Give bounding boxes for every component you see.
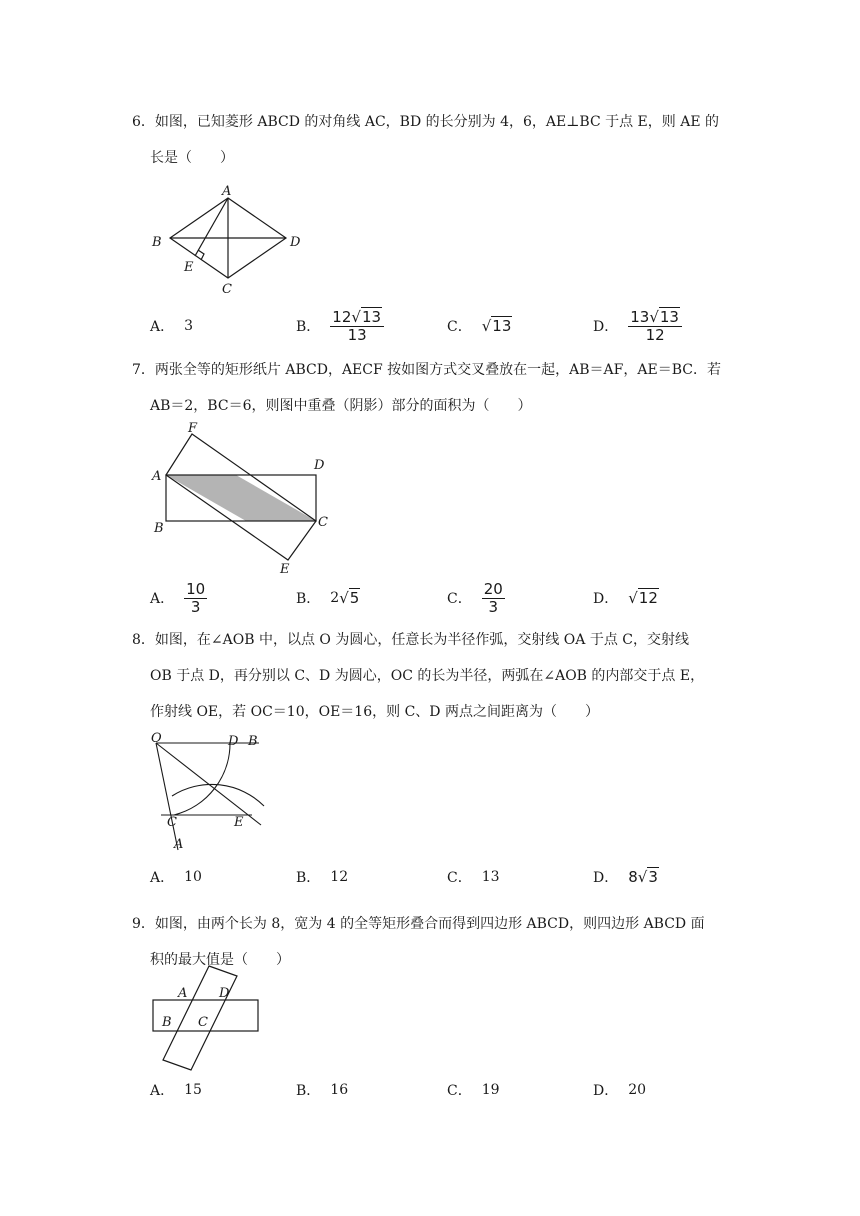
angle-label-b: B	[248, 734, 258, 749]
option-a-denominator: 3	[190, 597, 201, 616]
option-c[interactable]	[447, 1070, 500, 1110]
option-c[interactable]	[447, 306, 512, 346]
question-8-options	[150, 857, 750, 897]
question-6-options	[150, 306, 750, 346]
option-d-label: D．	[593, 870, 619, 886]
overlapping-rectangles-figure	[148, 420, 348, 580]
option-d-coefficient: 8	[628, 868, 638, 886]
option-c-radicand: 13	[492, 317, 512, 335]
option-d-radicand: 12	[638, 589, 658, 607]
option-c-label: C．	[447, 319, 472, 335]
rect-label-a: A	[152, 469, 162, 484]
option-d-label: D．	[593, 1083, 619, 1099]
question-6-line-2: 长是（ ）	[150, 150, 234, 166]
option-b-radicand: 5	[349, 589, 360, 607]
option-b-label: B．	[296, 319, 321, 335]
option-c-sqrt: √13	[481, 317, 512, 335]
rhombus-label-e: E	[184, 260, 194, 275]
angle-label-d: D	[228, 734, 239, 749]
option-d-sqrt: √12	[628, 589, 658, 607]
option-a-numerator: 10	[186, 579, 206, 598]
angle-bisector-figure	[148, 732, 278, 852]
option-d-label: D．	[593, 591, 619, 607]
quad-label-d: D	[219, 986, 230, 1001]
option-a[interactable]	[150, 1070, 202, 1110]
option-b-num-coef: 12	[332, 307, 352, 326]
option-b-value: 16	[330, 1082, 349, 1098]
question-6	[132, 104, 732, 176]
question-7	[132, 352, 732, 424]
option-c-denominator: 3	[488, 597, 499, 616]
question-7-line-2: AB＝2，BC＝6，则图中重叠（阴影）部分的面积为（ ）	[150, 398, 532, 414]
question-8	[132, 622, 732, 730]
question-9-line-2: 积的最大值是（ ）	[150, 952, 290, 968]
rhombus-label-d: D	[290, 235, 301, 250]
option-b[interactable]	[296, 306, 384, 346]
option-a-fraction	[184, 581, 207, 616]
option-a-label: A．	[150, 319, 175, 335]
option-b-fraction: $\frac{12√13}{13}$	[330, 309, 384, 344]
rect-label-f: F	[188, 421, 198, 436]
option-c[interactable]	[447, 578, 505, 618]
rect-label-b: B	[154, 521, 164, 536]
quad-label-c: C	[198, 1015, 208, 1030]
option-a[interactable]	[150, 306, 193, 346]
option-d[interactable]	[593, 1070, 646, 1110]
option-b-label: B．	[296, 591, 321, 607]
option-a[interactable]	[150, 578, 207, 618]
option-b-sqrt: √5	[339, 589, 360, 607]
option-d[interactable]	[593, 578, 659, 618]
quad-label-a: A	[178, 986, 188, 1001]
angle-label-e: E	[234, 815, 244, 830]
rect-label-c: C	[318, 515, 328, 530]
option-d-value: 20	[628, 1082, 647, 1098]
angle-label-c: C	[167, 815, 177, 830]
option-a-label: A．	[150, 1083, 175, 1099]
option-d[interactable]	[593, 306, 682, 346]
rhombus-label-b: B	[152, 235, 162, 250]
option-a[interactable]	[150, 857, 202, 897]
quad-label-b: B	[162, 1015, 172, 1030]
option-d-radicand: 3	[648, 868, 658, 886]
option-c-value: 13	[481, 869, 500, 885]
option-c-value: 19	[481, 1082, 500, 1098]
rhombus-label-a: A	[222, 184, 232, 199]
option-c-label: C．	[447, 591, 472, 607]
option-c-label: C．	[447, 870, 472, 886]
question-8-line-1: 8．如图，在∠AOB 中，以点 O 为圆心，任意长为半径作弧，交射线 OA 于点 C，交射线	[132, 632, 689, 648]
question-8-line-2: OB 于点 D，再分别以 C、D 为圆心，OC 的长为半径，两弧在∠AOB 的内部交于点 E，	[150, 668, 705, 684]
option-c-numerator: 20	[483, 579, 503, 598]
angle-label-o: O	[151, 732, 162, 746]
option-b[interactable]	[296, 1070, 348, 1110]
option-b-coefficient: 2	[330, 590, 340, 606]
question-6-line-1: 6．如图，已知菱形 ABCD 的对角线 AC，BD 的长分别为 4，6，AE⊥BC 于点 E，则 AE 的	[132, 114, 720, 130]
option-b[interactable]	[296, 578, 360, 618]
option-b-num-radicand: 13	[361, 307, 382, 326]
rect-label-d: D	[314, 458, 325, 473]
option-d-fraction: $\frac{13√13}{12}$	[628, 309, 682, 344]
question-7-line-1: 7．两张全等的矩形纸片 ABCD，AECF 按如图方式交叉叠放在一起，AB＝AF，AE＝BC．若	[132, 362, 721, 378]
option-b-label: B．	[296, 870, 321, 886]
angle-label-a: A	[174, 837, 184, 852]
option-b-value: 12	[330, 869, 349, 885]
option-a-value: 3	[184, 318, 194, 334]
option-d[interactable]	[593, 857, 659, 897]
rect-label-e: E	[280, 562, 290, 577]
option-d-num-radicand: 13	[659, 307, 679, 326]
option-d-label: D．	[593, 319, 619, 335]
option-b-label: B．	[296, 1083, 321, 1099]
option-d-num-coef: 13	[630, 307, 650, 326]
option-d-denominator: 12	[645, 325, 665, 344]
option-a-value: 10	[184, 869, 202, 885]
question-8-line-3: 作射线 OE，若 OC＝10，OE＝16，则 C、D 两点之间距离为（ ）	[150, 704, 599, 720]
crossed-rectangles-figure	[148, 962, 268, 1072]
question-9-line-1: 9．如图，由两个长为 8，宽为 4 的全等矩形叠合而得到四边形 ABCD，则四边形 ABCD 面	[132, 916, 705, 932]
option-a-value: 15	[184, 1082, 202, 1098]
option-b[interactable]	[296, 857, 348, 897]
rhombus-figure	[148, 180, 308, 300]
rhombus-label-c: C	[222, 282, 232, 297]
option-a-label: A．	[150, 870, 175, 886]
option-d-sqrt: √3	[637, 868, 658, 886]
option-c-label: C．	[447, 1083, 472, 1099]
option-b-denominator: 13	[347, 325, 367, 344]
option-c-fraction	[482, 581, 505, 616]
question-9-options	[150, 1070, 750, 1110]
option-c[interactable]	[447, 857, 500, 897]
option-a-label: A．	[150, 591, 175, 607]
question-7-options	[150, 578, 750, 618]
